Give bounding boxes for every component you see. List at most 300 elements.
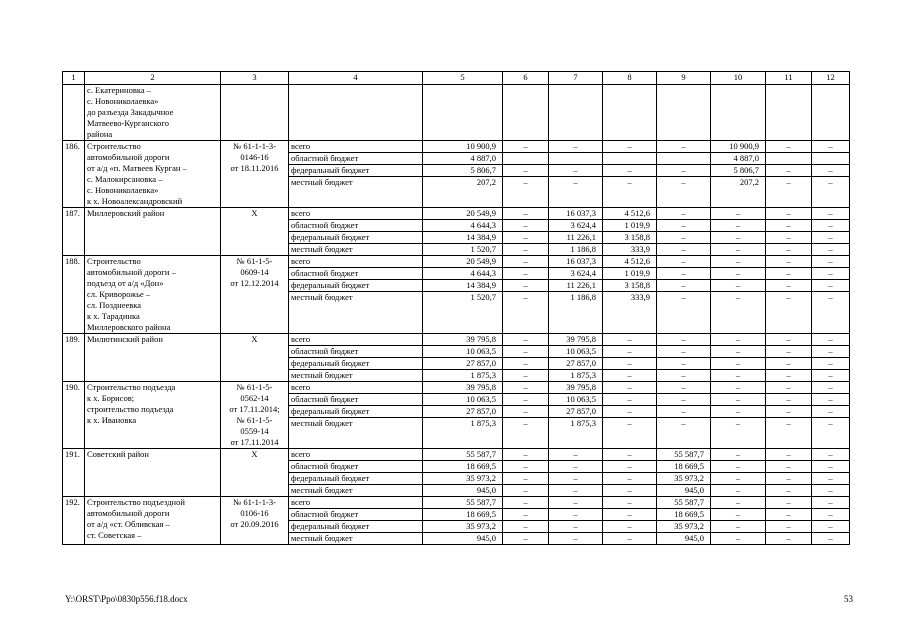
funding-source-cell: федеральный бюджет bbox=[289, 358, 423, 370]
amount-cell: – bbox=[503, 165, 549, 177]
column-number-header: 9 bbox=[657, 72, 711, 85]
amount-cell: – bbox=[812, 177, 850, 208]
amount-cell: – bbox=[549, 473, 603, 485]
amount-cell: – bbox=[657, 280, 711, 292]
amount-cell: – bbox=[812, 256, 850, 268]
column-number-header: 3 bbox=[221, 72, 289, 85]
amount-cell: 10 063,5 bbox=[423, 346, 503, 358]
amount-cell: 14 384,9 bbox=[423, 280, 503, 292]
amount-cell: – bbox=[812, 141, 850, 153]
amount-cell: 5 806,7 bbox=[423, 165, 503, 177]
amount-cell: – bbox=[711, 521, 766, 533]
funding-source-cell: областной бюджет bbox=[289, 509, 423, 521]
amount-cell: – bbox=[812, 346, 850, 358]
amount-cell: – bbox=[766, 346, 812, 358]
amount-cell: 1 875,3 bbox=[549, 370, 603, 382]
empty-cell bbox=[657, 85, 711, 141]
amount-cell: – bbox=[711, 280, 766, 292]
empty-cell bbox=[503, 85, 549, 141]
amount-cell: – bbox=[812, 370, 850, 382]
object-name-cell: Милютинский район bbox=[85, 334, 221, 382]
funding-source-cell: всего bbox=[289, 256, 423, 268]
column-number-header: 1 bbox=[63, 72, 85, 85]
amount-cell: 207,2 bbox=[711, 177, 766, 208]
amount-cell: – bbox=[812, 406, 850, 418]
amount-cell: 55 587,7 bbox=[657, 497, 711, 509]
row-number-cell: 186. bbox=[63, 141, 85, 208]
empty-cell bbox=[812, 85, 850, 141]
amount-cell: – bbox=[711, 485, 766, 497]
amount-cell: 27 857,0 bbox=[549, 406, 603, 418]
column-number-header: 6 bbox=[503, 72, 549, 85]
amount-cell: – bbox=[766, 292, 812, 334]
amount-cell: 39 795,8 bbox=[423, 382, 503, 394]
amount-cell: – bbox=[549, 449, 603, 461]
amount-cell: – bbox=[766, 220, 812, 232]
amount-cell: – bbox=[503, 346, 549, 358]
amount-cell: – bbox=[603, 406, 657, 418]
amount-cell: – bbox=[711, 533, 766, 545]
amount-cell: 333,9 bbox=[603, 244, 657, 256]
empty-cell bbox=[766, 85, 812, 141]
funding-source-cell: местный бюджет bbox=[289, 418, 423, 449]
amount-cell: – bbox=[657, 165, 711, 177]
amount-cell: – bbox=[766, 165, 812, 177]
amount-cell: 1 186,8 bbox=[549, 244, 603, 256]
amount-cell: – bbox=[711, 256, 766, 268]
amount-cell: – bbox=[766, 394, 812, 406]
amount-cell: 3 158,8 bbox=[603, 280, 657, 292]
amount-cell: – bbox=[711, 406, 766, 418]
amount-cell: – bbox=[711, 473, 766, 485]
table-row bbox=[63, 382, 850, 394]
funding-source-cell: федеральный бюджет bbox=[289, 165, 423, 177]
column-number-header: 8 bbox=[603, 72, 657, 85]
amount-cell: 11 226,1 bbox=[549, 280, 603, 292]
amount-cell: – bbox=[603, 382, 657, 394]
amount-cell bbox=[603, 153, 657, 165]
amount-cell: 18 669,5 bbox=[423, 509, 503, 521]
amount-cell: – bbox=[549, 497, 603, 509]
amount-cell: – bbox=[657, 292, 711, 334]
column-number-header: 5 bbox=[423, 72, 503, 85]
amount-cell: 4 644,3 bbox=[423, 268, 503, 280]
amount-cell: 1 520,7 bbox=[423, 292, 503, 334]
amount-cell: 35 973,2 bbox=[657, 473, 711, 485]
amount-cell: – bbox=[603, 358, 657, 370]
amount-cell: – bbox=[711, 497, 766, 509]
document-number-cell: № 61-1-1-3- 0106-16 от 20.09.2016 bbox=[221, 497, 289, 545]
amount-cell: – bbox=[549, 485, 603, 497]
amount-cell: – bbox=[711, 509, 766, 521]
amount-cell: 1 875,3 bbox=[423, 418, 503, 449]
row-number-cell: 189. bbox=[63, 334, 85, 382]
amount-cell: – bbox=[711, 268, 766, 280]
amount-cell: – bbox=[766, 497, 812, 509]
amount-cell: – bbox=[766, 232, 812, 244]
amount-cell: – bbox=[711, 208, 766, 220]
amount-cell: – bbox=[812, 165, 850, 177]
amount-cell: – bbox=[766, 485, 812, 497]
amount-cell: – bbox=[766, 533, 812, 545]
amount-cell: 3 624,4 bbox=[549, 268, 603, 280]
amount-cell: 55 587,7 bbox=[423, 449, 503, 461]
row-number-cell: 190. bbox=[63, 382, 85, 449]
amount-cell: – bbox=[503, 406, 549, 418]
amount-cell bbox=[812, 153, 850, 165]
empty-cell bbox=[603, 85, 657, 141]
amount-cell: – bbox=[503, 208, 549, 220]
amount-cell: – bbox=[766, 280, 812, 292]
funding-source-cell: всего bbox=[289, 334, 423, 346]
amount-cell: – bbox=[503, 533, 549, 545]
amount-cell: 39 795,8 bbox=[549, 334, 603, 346]
funding-source-cell: областной бюджет bbox=[289, 346, 423, 358]
amount-cell: 4 644,3 bbox=[423, 220, 503, 232]
amount-cell: – bbox=[657, 220, 711, 232]
amount-cell: 35 973,2 bbox=[423, 473, 503, 485]
amount-cell: – bbox=[766, 406, 812, 418]
amount-cell: – bbox=[657, 346, 711, 358]
amount-cell: – bbox=[711, 244, 766, 256]
amount-cell: 1 875,3 bbox=[423, 370, 503, 382]
amount-cell: – bbox=[603, 141, 657, 153]
amount-cell: – bbox=[503, 177, 549, 208]
amount-cell: 55 587,7 bbox=[657, 449, 711, 461]
table-row bbox=[63, 85, 850, 141]
amount-cell: – bbox=[766, 244, 812, 256]
amount-cell: – bbox=[812, 382, 850, 394]
footer-file-path: Y:\ORST\Ppo\0830p556.f18.docx bbox=[65, 594, 188, 604]
amount-cell: – bbox=[549, 177, 603, 208]
amount-cell: – bbox=[711, 461, 766, 473]
amount-cell: – bbox=[657, 334, 711, 346]
document-number-cell: Х bbox=[221, 208, 289, 256]
amount-cell: – bbox=[549, 165, 603, 177]
amount-cell: – bbox=[603, 346, 657, 358]
funding-source-cell: областной бюджет bbox=[289, 153, 423, 165]
amount-cell: – bbox=[812, 292, 850, 334]
funding-source-cell: федеральный бюджет bbox=[289, 406, 423, 418]
amount-cell: – bbox=[603, 521, 657, 533]
table-row bbox=[63, 497, 850, 509]
empty-cell bbox=[221, 85, 289, 141]
amount-cell: 1 019,9 bbox=[603, 268, 657, 280]
amount-cell: – bbox=[503, 521, 549, 533]
amount-cell: – bbox=[657, 244, 711, 256]
funding-source-cell: областной бюджет bbox=[289, 268, 423, 280]
amount-cell: – bbox=[812, 485, 850, 497]
amount-cell: 14 384,9 bbox=[423, 232, 503, 244]
object-name-cell: Строительство автомобильной дороги от а/д «п. Матвеев Курган – с. Малокирсановка – с. Новониколаевка» к х. Новоалександровский bbox=[85, 141, 221, 208]
amount-cell: – bbox=[603, 394, 657, 406]
document-number-cell: № 61-1-1-3- 0146-16 от 18.11.2016 bbox=[221, 141, 289, 208]
amount-cell: – bbox=[503, 280, 549, 292]
amount-cell bbox=[549, 153, 603, 165]
funding-source-cell: областной бюджет bbox=[289, 461, 423, 473]
funding-source-cell: всего bbox=[289, 141, 423, 153]
empty-cell bbox=[289, 85, 423, 141]
column-number-header: 2 bbox=[85, 72, 221, 85]
object-name-cell: Строительство автомобильной дороги – подъезд от а/д «Дон» сл. Криворожье – сл. Позднеевка к х. Тарадинка Миллеровского района bbox=[85, 256, 221, 334]
amount-cell: 27 857,0 bbox=[549, 358, 603, 370]
amount-cell: – bbox=[603, 449, 657, 461]
amount-cell: – bbox=[503, 141, 549, 153]
amount-cell: – bbox=[657, 418, 711, 449]
empty-cell bbox=[423, 85, 503, 141]
amount-cell: – bbox=[603, 165, 657, 177]
funding-source-cell: федеральный бюджет bbox=[289, 521, 423, 533]
amount-cell: – bbox=[711, 382, 766, 394]
funding-source-cell: федеральный бюджет bbox=[289, 280, 423, 292]
amount-cell: – bbox=[812, 461, 850, 473]
page-number: 53 bbox=[844, 594, 853, 604]
table-row bbox=[63, 208, 850, 220]
amount-cell: – bbox=[657, 256, 711, 268]
amount-cell: – bbox=[603, 497, 657, 509]
amount-cell: – bbox=[657, 268, 711, 280]
empty-cell bbox=[711, 85, 766, 141]
amount-cell: – bbox=[711, 394, 766, 406]
amount-cell: 20 549,9 bbox=[423, 256, 503, 268]
amount-cell: – bbox=[711, 334, 766, 346]
funding-source-cell: местный бюджет bbox=[289, 485, 423, 497]
amount-cell: 18 669,5 bbox=[657, 509, 711, 521]
amount-cell: – bbox=[603, 473, 657, 485]
amount-cell: – bbox=[711, 449, 766, 461]
amount-cell: – bbox=[657, 406, 711, 418]
amount-cell: – bbox=[766, 256, 812, 268]
amount-cell: 10 900,9 bbox=[423, 141, 503, 153]
amount-cell: – bbox=[812, 358, 850, 370]
amount-cell: – bbox=[812, 497, 850, 509]
column-number-header: 11 bbox=[766, 72, 812, 85]
amount-cell: – bbox=[503, 358, 549, 370]
amount-cell: – bbox=[657, 358, 711, 370]
empty-cell bbox=[549, 85, 603, 141]
amount-cell: 18 669,5 bbox=[423, 461, 503, 473]
amount-cell: 10 063,5 bbox=[549, 346, 603, 358]
object-name-cell: с. Екатериновка – с. Новониколаевка» до разъезда Закадычное Матвеево-Курганского района bbox=[85, 85, 221, 141]
amount-cell: – bbox=[503, 292, 549, 334]
amount-cell: – bbox=[711, 292, 766, 334]
column-number-header: 12 bbox=[812, 72, 850, 85]
amount-cell: – bbox=[657, 141, 711, 153]
amount-cell: – bbox=[766, 509, 812, 521]
table-row bbox=[63, 334, 850, 346]
amount-cell: – bbox=[711, 358, 766, 370]
amount-cell: – bbox=[503, 334, 549, 346]
amount-cell: – bbox=[503, 509, 549, 521]
funding-source-cell: областной бюджет bbox=[289, 394, 423, 406]
amount-cell: – bbox=[603, 370, 657, 382]
amount-cell: – bbox=[503, 485, 549, 497]
amount-cell: – bbox=[603, 461, 657, 473]
budget-table bbox=[62, 71, 850, 545]
amount-cell: 1 186,8 bbox=[549, 292, 603, 334]
amount-cell: 4 887,0 bbox=[711, 153, 766, 165]
funding-source-cell: местный бюджет bbox=[289, 177, 423, 208]
amount-cell: 39 795,8 bbox=[549, 382, 603, 394]
amount-cell: – bbox=[812, 220, 850, 232]
funding-source-cell: федеральный бюджет bbox=[289, 232, 423, 244]
funding-source-cell: федеральный бюджет bbox=[289, 473, 423, 485]
amount-cell: – bbox=[812, 268, 850, 280]
amount-cell: – bbox=[657, 394, 711, 406]
amount-cell: – bbox=[766, 418, 812, 449]
amount-cell: – bbox=[766, 334, 812, 346]
amount-cell: – bbox=[812, 449, 850, 461]
amount-cell: – bbox=[766, 358, 812, 370]
table-header-row bbox=[63, 72, 850, 85]
row-number-cell: 187. bbox=[63, 208, 85, 256]
amount-cell: – bbox=[503, 461, 549, 473]
amount-cell: – bbox=[603, 533, 657, 545]
amount-cell: – bbox=[603, 418, 657, 449]
amount-cell: – bbox=[766, 382, 812, 394]
amount-cell: – bbox=[549, 521, 603, 533]
amount-cell: 4 887,0 bbox=[423, 153, 503, 165]
amount-cell: 1 019,9 bbox=[603, 220, 657, 232]
amount-cell bbox=[657, 153, 711, 165]
amount-cell: – bbox=[603, 334, 657, 346]
amount-cell: – bbox=[549, 533, 603, 545]
amount-cell: – bbox=[503, 394, 549, 406]
amount-cell: – bbox=[503, 232, 549, 244]
amount-cell: – bbox=[812, 244, 850, 256]
document-number-cell: Х bbox=[221, 449, 289, 497]
amount-cell: – bbox=[711, 232, 766, 244]
amount-cell: – bbox=[657, 370, 711, 382]
amount-cell: – bbox=[812, 418, 850, 449]
amount-cell: 10 900,9 bbox=[711, 141, 766, 153]
object-name-cell: Миллеровский район bbox=[85, 208, 221, 256]
column-number-header: 10 bbox=[711, 72, 766, 85]
object-name-cell: Советский район bbox=[85, 449, 221, 497]
amount-cell: – bbox=[711, 370, 766, 382]
amount-cell: 4 512,6 bbox=[603, 256, 657, 268]
amount-cell: 1 520,7 bbox=[423, 244, 503, 256]
amount-cell: 945,0 bbox=[657, 533, 711, 545]
document-number-cell: Х bbox=[221, 334, 289, 382]
amount-cell: 3 624,4 bbox=[549, 220, 603, 232]
amount-cell: – bbox=[503, 370, 549, 382]
amount-cell: 55 587,7 bbox=[423, 497, 503, 509]
amount-cell: – bbox=[503, 220, 549, 232]
amount-cell: 10 063,5 bbox=[423, 394, 503, 406]
funding-source-cell: местный бюджет bbox=[289, 533, 423, 545]
amount-cell: – bbox=[812, 509, 850, 521]
row-number-cell: 191. bbox=[63, 449, 85, 497]
row-number-cell bbox=[63, 85, 85, 141]
document-number-cell: № 61-1-5- 0562-14 от 17.11.2014; № 61-1-5- 0559-14 от 17.11.2014 bbox=[221, 382, 289, 449]
amount-cell: – bbox=[812, 473, 850, 485]
table-row bbox=[63, 449, 850, 461]
amount-cell: 333,9 bbox=[603, 292, 657, 334]
amount-cell: – bbox=[711, 220, 766, 232]
amount-cell: – bbox=[766, 521, 812, 533]
amount-cell: 35 973,2 bbox=[657, 521, 711, 533]
amount-cell: – bbox=[503, 256, 549, 268]
amount-cell: – bbox=[766, 141, 812, 153]
row-number-cell: 188. bbox=[63, 256, 85, 334]
amount-cell: – bbox=[603, 485, 657, 497]
amount-cell: 945,0 bbox=[657, 485, 711, 497]
amount-cell: 945,0 bbox=[423, 533, 503, 545]
table-row bbox=[63, 256, 850, 268]
amount-cell: – bbox=[812, 232, 850, 244]
amount-cell: 5 806,7 bbox=[711, 165, 766, 177]
amount-cell: – bbox=[766, 177, 812, 208]
amount-cell: 1 875,3 bbox=[549, 418, 603, 449]
amount-cell: – bbox=[711, 418, 766, 449]
amount-cell: 20 549,9 bbox=[423, 208, 503, 220]
amount-cell: 18 669,5 bbox=[657, 461, 711, 473]
amount-cell: – bbox=[503, 418, 549, 449]
amount-cell: – bbox=[766, 370, 812, 382]
amount-cell: – bbox=[812, 533, 850, 545]
amount-cell: – bbox=[711, 346, 766, 358]
funding-source-cell: всего bbox=[289, 382, 423, 394]
document-number-cell: № 61-1-5- 0609-14 от 12.12.2014 bbox=[221, 256, 289, 334]
object-name-cell: Строительство подъездной автомобильной дороги от а/д «ст. Обливская – ст. Советская – bbox=[85, 497, 221, 545]
amount-cell: – bbox=[812, 334, 850, 346]
funding-source-cell: всего bbox=[289, 208, 423, 220]
amount-cell: – bbox=[657, 232, 711, 244]
amount-cell: – bbox=[503, 244, 549, 256]
amount-cell: – bbox=[657, 382, 711, 394]
funding-source-cell: всего bbox=[289, 497, 423, 509]
amount-cell: 27 857,0 bbox=[423, 358, 503, 370]
amount-cell: – bbox=[603, 177, 657, 208]
amount-cell: – bbox=[812, 208, 850, 220]
amount-cell: – bbox=[766, 473, 812, 485]
amount-cell: – bbox=[812, 521, 850, 533]
table-row bbox=[63, 141, 850, 153]
funding-source-cell: местный бюджет bbox=[289, 244, 423, 256]
funding-source-cell: областной бюджет bbox=[289, 220, 423, 232]
column-number-header: 4 bbox=[289, 72, 423, 85]
amount-cell: 35 973,2 bbox=[423, 521, 503, 533]
object-name-cell: Строительство подъезда к х. Борисов; строительство подъезда к х. Ивановка bbox=[85, 382, 221, 449]
amount-cell: – bbox=[549, 141, 603, 153]
amount-cell: – bbox=[549, 509, 603, 521]
amount-cell: – bbox=[812, 394, 850, 406]
amount-cell: – bbox=[503, 449, 549, 461]
amount-cell: 39 795,8 bbox=[423, 334, 503, 346]
amount-cell: 3 158,8 bbox=[603, 232, 657, 244]
amount-cell: – bbox=[503, 473, 549, 485]
amount-cell bbox=[503, 153, 549, 165]
amount-cell: – bbox=[766, 268, 812, 280]
amount-cell: – bbox=[812, 280, 850, 292]
amount-cell: 945,0 bbox=[423, 485, 503, 497]
amount-cell: – bbox=[766, 461, 812, 473]
amount-cell: 207,2 bbox=[423, 177, 503, 208]
amount-cell: – bbox=[766, 449, 812, 461]
amount-cell: – bbox=[766, 208, 812, 220]
amount-cell: 16 037,3 bbox=[549, 208, 603, 220]
funding-source-cell: местный бюджет bbox=[289, 292, 423, 334]
amount-cell: 27 857,0 bbox=[423, 406, 503, 418]
amount-cell: – bbox=[503, 497, 549, 509]
column-number-header: 7 bbox=[549, 72, 603, 85]
amount-cell: 4 512,6 bbox=[603, 208, 657, 220]
amount-cell: 16 037,3 bbox=[549, 256, 603, 268]
funding-source-cell: местный бюджет bbox=[289, 370, 423, 382]
amount-cell: 10 063,5 bbox=[549, 394, 603, 406]
amount-cell bbox=[766, 153, 812, 165]
